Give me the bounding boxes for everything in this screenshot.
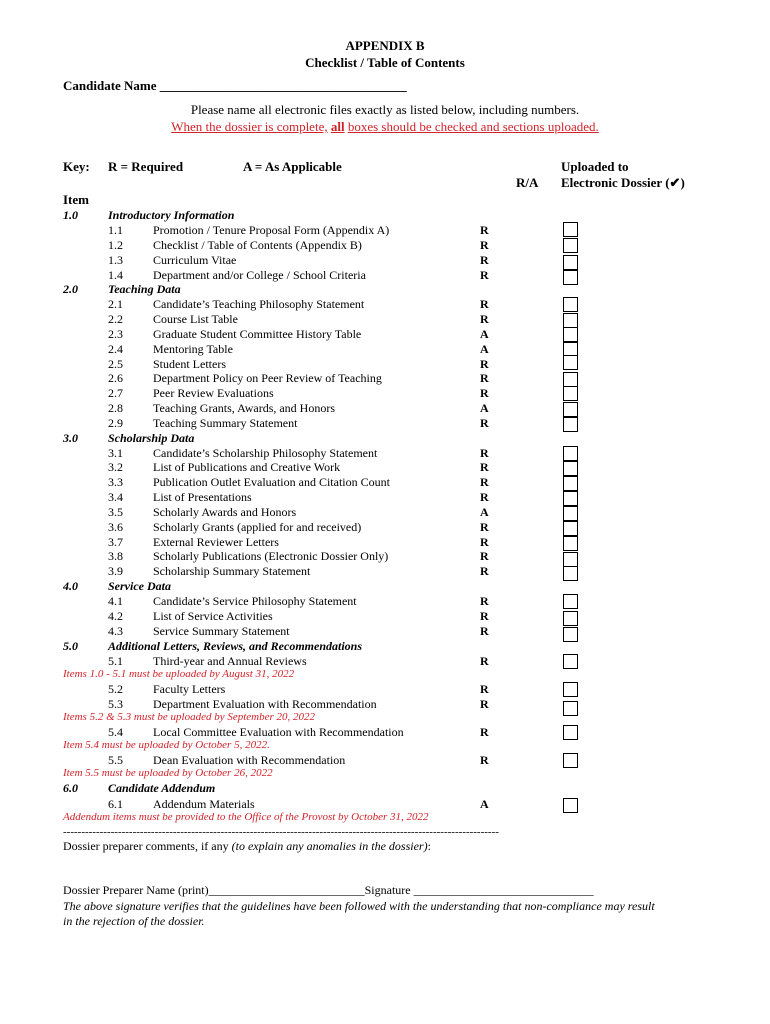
requirement-code: R <box>480 357 489 371</box>
section-number: 3.0 <box>63 431 78 445</box>
item-number: 2.5 <box>108 357 123 371</box>
requirement-code: R <box>480 475 489 489</box>
item-column-header: Item <box>63 192 89 207</box>
item-label: Candidate’s Teaching Philosophy Statement <box>153 297 365 311</box>
item-number: 5.3 <box>108 697 123 711</box>
requirement-code: A <box>480 342 489 356</box>
warning-post: boxes should be checked and sections uploaded. <box>347 119 599 134</box>
upload-checkbox[interactable] <box>563 402 578 417</box>
item-label: Mentoring Table <box>153 342 233 356</box>
section-number: 5.0 <box>63 639 78 653</box>
requirement-code: R <box>480 312 489 326</box>
item-label: Student Letters <box>153 357 226 371</box>
item-number: 2.8 <box>108 401 123 415</box>
item-label: Department Policy on Peer Review of Teaching <box>153 371 382 385</box>
item-number: 3.6 <box>108 520 123 534</box>
item-label: Teaching Grants, Awards, and Honors <box>153 401 336 415</box>
upload-checkbox[interactable] <box>563 798 578 813</box>
requirement-code: R <box>480 460 489 474</box>
item-label: Curriculum Vitae <box>153 253 237 267</box>
upload-checkbox[interactable] <box>563 270 578 285</box>
section-title: Candidate Addendum <box>108 781 216 795</box>
item-label: Promotion / Tenure Proposal Form (Appendix A) <box>153 223 390 237</box>
upload-checkbox[interactable] <box>563 355 578 370</box>
requirement-code: A <box>480 401 489 415</box>
requirement-code: R <box>480 682 489 696</box>
divider-dashes: ----------------------------------------------------------------------------------------------------------------------- <box>63 826 499 838</box>
warning-bold: all <box>330 119 345 134</box>
item-number: 1.4 <box>108 268 123 282</box>
item-label: Scholarly Awards and Honors <box>153 505 297 519</box>
item-number: 4.1 <box>108 594 123 608</box>
upload-checkbox[interactable] <box>563 627 578 642</box>
item-number: 1.2 <box>108 238 123 252</box>
upload-checkbox[interactable] <box>563 417 578 432</box>
uploaded-header-line1: Uploaded to <box>561 159 629 174</box>
requirement-code: R <box>480 594 489 608</box>
requirement-code: R <box>480 520 489 534</box>
requirement-code: R <box>480 223 489 237</box>
item-label: Scholarship Summary Statement <box>153 564 311 578</box>
ra-column-header: R/A <box>516 175 539 190</box>
item-number: 3.7 <box>108 535 123 549</box>
requirement-code: R <box>480 609 489 623</box>
disclaimer-line-1: The above signature verifies that the guidelines have been followed with the understanding that non-compliance may result <box>63 899 655 913</box>
upload-checkbox[interactable] <box>563 327 578 342</box>
completion-warning <box>0 119 770 135</box>
item-label: List of Publications and Creative Work <box>153 460 341 474</box>
requirement-code: R <box>480 297 489 311</box>
item-label: Dean Evaluation with Recommendation <box>153 753 346 767</box>
upload-checkbox[interactable] <box>563 386 578 401</box>
requirement-code: R <box>480 654 489 668</box>
item-number: 2.2 <box>108 312 123 326</box>
item-number: 3.4 <box>108 490 123 504</box>
uploaded-header-line2: Electronic Dossier (✔) <box>561 175 685 190</box>
item-number: 5.1 <box>108 654 123 668</box>
section-title: Service Data <box>108 579 171 593</box>
item-number: 5.4 <box>108 725 123 739</box>
item-label: Graduate Student Committee History Table <box>153 327 362 341</box>
upload-checkbox[interactable] <box>563 552 578 567</box>
item-label: External Reviewer Letters <box>153 535 279 549</box>
upload-checkbox[interactable] <box>563 753 578 768</box>
item-number: 2.9 <box>108 416 123 430</box>
deadline-note: Addendum items must be provided to the Office of the Provost by October 31, 2022 <box>63 811 429 823</box>
warning-pre: When the dossier is complete, <box>171 119 328 134</box>
upload-checkbox[interactable] <box>563 476 578 491</box>
section-title: Scholarship Data <box>108 431 195 445</box>
section-title: Introductory Information <box>108 208 235 222</box>
requirement-code: A <box>480 797 489 811</box>
item-number: 6.1 <box>108 797 123 811</box>
item-number: 4.2 <box>108 609 123 623</box>
comments-label: Dossier preparer comments, if any <box>63 839 229 853</box>
requirement-code: R <box>480 446 489 460</box>
requirement-code: R <box>480 624 489 638</box>
key-required: R = Required <box>108 159 184 174</box>
item-label: Department Evaluation with Recommendation <box>153 697 377 711</box>
signature-field[interactable]: ______________________________ <box>413 883 594 897</box>
item-number: 3.5 <box>108 505 123 519</box>
upload-checkbox[interactable] <box>563 701 578 716</box>
item-label: Scholarly Publications (Electronic Dossier Only) <box>153 549 389 563</box>
candidate-label-text: Candidate Name <box>63 78 157 93</box>
item-label: List of Presentations <box>153 490 252 504</box>
item-number: 2.7 <box>108 386 123 400</box>
item-number: 5.5 <box>108 753 123 767</box>
requirement-code: R <box>480 697 489 711</box>
item-label: Course List Table <box>153 312 238 326</box>
preparer-line <box>63 883 594 898</box>
requirement-code: R <box>480 386 489 400</box>
requirement-code: R <box>480 753 489 767</box>
disclaimer-line-2: in the rejection of the dossier. <box>63 914 205 928</box>
item-label: Addendum Materials <box>153 797 255 811</box>
upload-checkbox[interactable] <box>563 297 578 312</box>
deadline-note: Item 5.5 must be uploaded by October 26, 2022 <box>63 767 273 779</box>
item-label: Candidate’s Scholarship Philosophy Statement <box>153 446 378 460</box>
candidate-name-field[interactable]: ______________________________________ <box>159 78 407 93</box>
requirement-code: R <box>480 564 489 578</box>
comments-colon: : <box>427 839 431 853</box>
instruction-text: Please name all electronic files exactly as listed below, including numbers. <box>190 102 580 117</box>
requirement-code: R <box>480 268 489 282</box>
section-title: Teaching Data <box>108 282 181 296</box>
item-label: Publication Outlet Evaluation and Citation Count <box>153 475 390 489</box>
item-label: Third-year and Annual Reviews <box>153 654 307 668</box>
section-title: Additional Letters, Reviews, and Recommendations <box>108 639 363 653</box>
upload-checkbox[interactable] <box>563 461 578 476</box>
comments-hint: (to explain any anomalies in the dossier) <box>231 839 428 853</box>
signature-label: Signature <box>364 883 411 897</box>
section-number: 2.0 <box>63 282 78 296</box>
appendix-title: APPENDIX B <box>345 38 425 53</box>
candidate-name-label <box>63 78 407 94</box>
item-number: 1.3 <box>108 253 123 267</box>
item-label: List of Service Activities <box>153 609 273 623</box>
upload-checkbox[interactable] <box>563 222 578 237</box>
document-subtitle: Checklist / Table of Contents <box>305 55 465 70</box>
upload-checkbox[interactable] <box>563 682 578 697</box>
key-label: Key: <box>63 159 90 174</box>
section-number: 4.0 <box>63 579 78 593</box>
upload-checkbox[interactable] <box>563 313 578 328</box>
item-label: Candidate’s Service Philosophy Statement <box>153 594 357 608</box>
requirement-code: R <box>480 725 489 739</box>
item-number: 1.1 <box>108 223 123 237</box>
requirement-code: A <box>480 505 489 519</box>
preparer-label: Dossier Preparer Name (print) <box>63 883 209 897</box>
requirement-code: R <box>480 535 489 549</box>
item-number: 3.9 <box>108 564 123 578</box>
upload-checkbox[interactable] <box>563 506 578 521</box>
item-number: 3.1 <box>108 446 123 460</box>
section-number: 1.0 <box>63 208 78 222</box>
upload-checkbox[interactable] <box>563 255 578 270</box>
section-number: 6.0 <box>63 781 78 795</box>
deadline-note: Items 1.0 - 5.1 must be uploaded by August 31, 2022 <box>63 668 295 680</box>
item-number: 2.3 <box>108 327 123 341</box>
key-applicable: A = As Applicable <box>243 159 342 174</box>
upload-checkbox[interactable] <box>563 491 578 506</box>
upload-checkbox[interactable] <box>563 238 578 253</box>
upload-checkbox[interactable] <box>563 446 578 461</box>
upload-checkbox[interactable] <box>563 566 578 581</box>
comments-prompt <box>63 839 431 854</box>
item-label: Local Committee Evaluation with Recommendation <box>153 725 404 739</box>
item-number: 4.3 <box>108 624 123 638</box>
item-label: Scholarly Grants (applied for and received) <box>153 520 362 534</box>
upload-checkbox[interactable] <box>563 372 578 387</box>
item-number: 2.4 <box>108 342 123 356</box>
upload-checkbox[interactable] <box>563 594 578 609</box>
upload-checkbox[interactable] <box>563 521 578 536</box>
item-number: 2.6 <box>108 371 123 385</box>
item-number: 5.2 <box>108 682 123 696</box>
item-number: 3.8 <box>108 549 123 563</box>
requirement-code: R <box>480 371 489 385</box>
item-label: Teaching Summary Statement <box>153 416 298 430</box>
item-label: Service Summary Statement <box>153 624 290 638</box>
item-number: 3.2 <box>108 460 123 474</box>
requirement-code: R <box>480 416 489 430</box>
item-label: Peer Review Evaluations <box>153 386 274 400</box>
upload-checkbox[interactable] <box>563 725 578 740</box>
item-label: Checklist / Table of Contents (Appendix B) <box>153 238 362 252</box>
preparer-name-field[interactable]: __________________________ <box>208 883 365 897</box>
item-number: 3.3 <box>108 475 123 489</box>
upload-checkbox[interactable] <box>563 536 578 551</box>
requirement-code: A <box>480 327 489 341</box>
item-label: Department and/or College / School Criteria <box>153 268 366 282</box>
upload-checkbox[interactable] <box>563 654 578 669</box>
deadline-note: Item 5.4 must be uploaded by October 5, 2022. <box>63 739 270 751</box>
item-label: Faculty Letters <box>153 682 226 696</box>
requirement-code: R <box>480 253 489 267</box>
deadline-note: Items 5.2 & 5.3 must be uploaded by September 20, 2022 <box>63 711 316 723</box>
item-number: 2.1 <box>108 297 123 311</box>
requirement-code: R <box>480 549 489 563</box>
upload-checkbox[interactable] <box>563 611 578 626</box>
requirement-code: R <box>480 490 489 504</box>
requirement-code: R <box>480 238 489 252</box>
